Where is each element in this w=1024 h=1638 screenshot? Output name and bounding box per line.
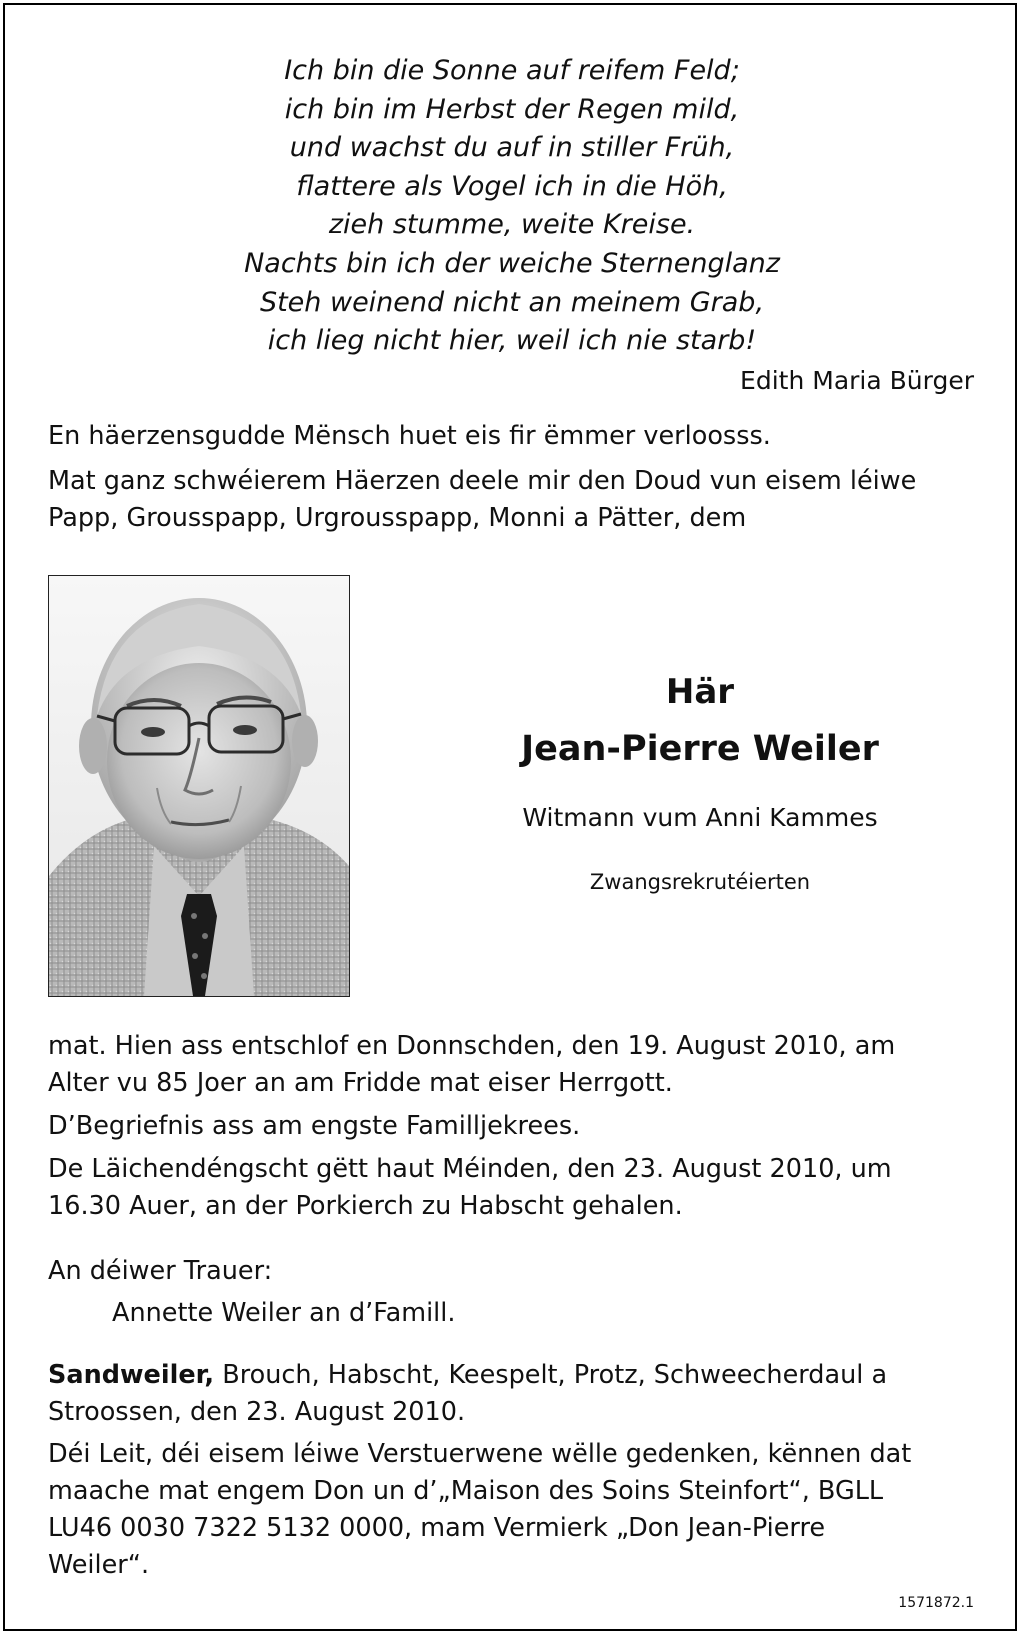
poem-line: Nachts bin ich der weiche Sternenglanz: [244, 247, 780, 279]
poem-author: Edith Maria Bürger: [740, 366, 974, 395]
mourners-names: Annette Weiler an d’Famill.: [112, 1298, 456, 1328]
reference-number: 1571872.1: [898, 1595, 974, 1611]
details-line-1: mat. Hien ass entschlof en Donnschden, den 19. August 2010, am: [48, 1031, 896, 1061]
poem-line: und wachst du auf in stiller Früh,: [289, 132, 735, 164]
deceased-name: Jean-Pierre Weiler: [521, 729, 879, 769]
deceased-subtitle: Witmann vum Anni Kammes: [522, 803, 878, 832]
details-line-2: Alter vu 85 Joer an am Fridde mat eiser Herrgott.: [48, 1068, 673, 1098]
deceased-subtitle-2: Zwangsrekrutéierten: [589, 870, 811, 894]
details-line-4: De Läichendéngscht gëtt haut Méinden, den 23. August 2010, um: [48, 1154, 892, 1184]
mourners: [48, 1253, 978, 1332]
poem-line: Steh weinend nicht an meinem Grab,: [259, 286, 765, 318]
closing-line-4: maache mat engem Don un d’„Maison des Soins Steinfort“, BGLL: [48, 1476, 884, 1506]
closing-line-1-rest: Brouch, Habscht, Keespelt, Protz, Schweecherdaul a: [214, 1360, 888, 1390]
poem-line: ich bin im Herbst der Regen mild,: [284, 93, 740, 125]
closing-text: [48, 1357, 978, 1584]
honorific: Här: [665, 672, 735, 712]
details-line-5: 16.30 Auer, an der Porkierch zu Habscht gehalen.: [48, 1191, 683, 1221]
portrait-photo: [48, 575, 350, 997]
closing-line-2: Stroossen, den 23. August 2010.: [48, 1397, 466, 1427]
closing-line-3: Déi Leit, déi eisem léiwe Verstuerwene wëlle gedenken, kënnen dat: [48, 1439, 912, 1469]
poem: [0, 52, 1024, 361]
intro-line-3: Papp, Grousspapp, Urgrousspapp, Monni a Pätter, dem: [48, 503, 747, 533]
intro-line-1: En häerzensgudde Mënsch huet eis fir ëmmer verloosss.: [48, 421, 771, 451]
closing-line-5: LU46 0030 7322 5132 0000, mam Vermierk „Don Jean-Pierre: [48, 1513, 826, 1543]
intro-text: [48, 418, 978, 537]
portrait-illustration: [49, 576, 349, 996]
poem-line: flattere als Vogel ich in die Höh,: [296, 170, 728, 202]
details-text: [48, 1028, 978, 1225]
closing-line-6: Weiler“.: [48, 1550, 150, 1580]
poem-line: Ich bin die Sonne auf reifem Feld;: [284, 55, 740, 86]
mourners-heading: An déiwer Trauer:: [48, 1256, 273, 1286]
details-line-3: D’Begriefnis ass am engste Familljekrees.: [48, 1111, 581, 1141]
poem-line: ich lieg nicht hier, weil ich nie starb!: [267, 325, 757, 357]
closing-line-1: [48, 1357, 978, 1394]
place-name: Sandweiler,: [48, 1360, 215, 1390]
poem-line: zieh stumme, weite Kreise.: [328, 209, 696, 241]
intro-line-2: Mat ganz schwéierem Häerzen deele mir den Doud vun eisem léiwe: [48, 466, 917, 496]
